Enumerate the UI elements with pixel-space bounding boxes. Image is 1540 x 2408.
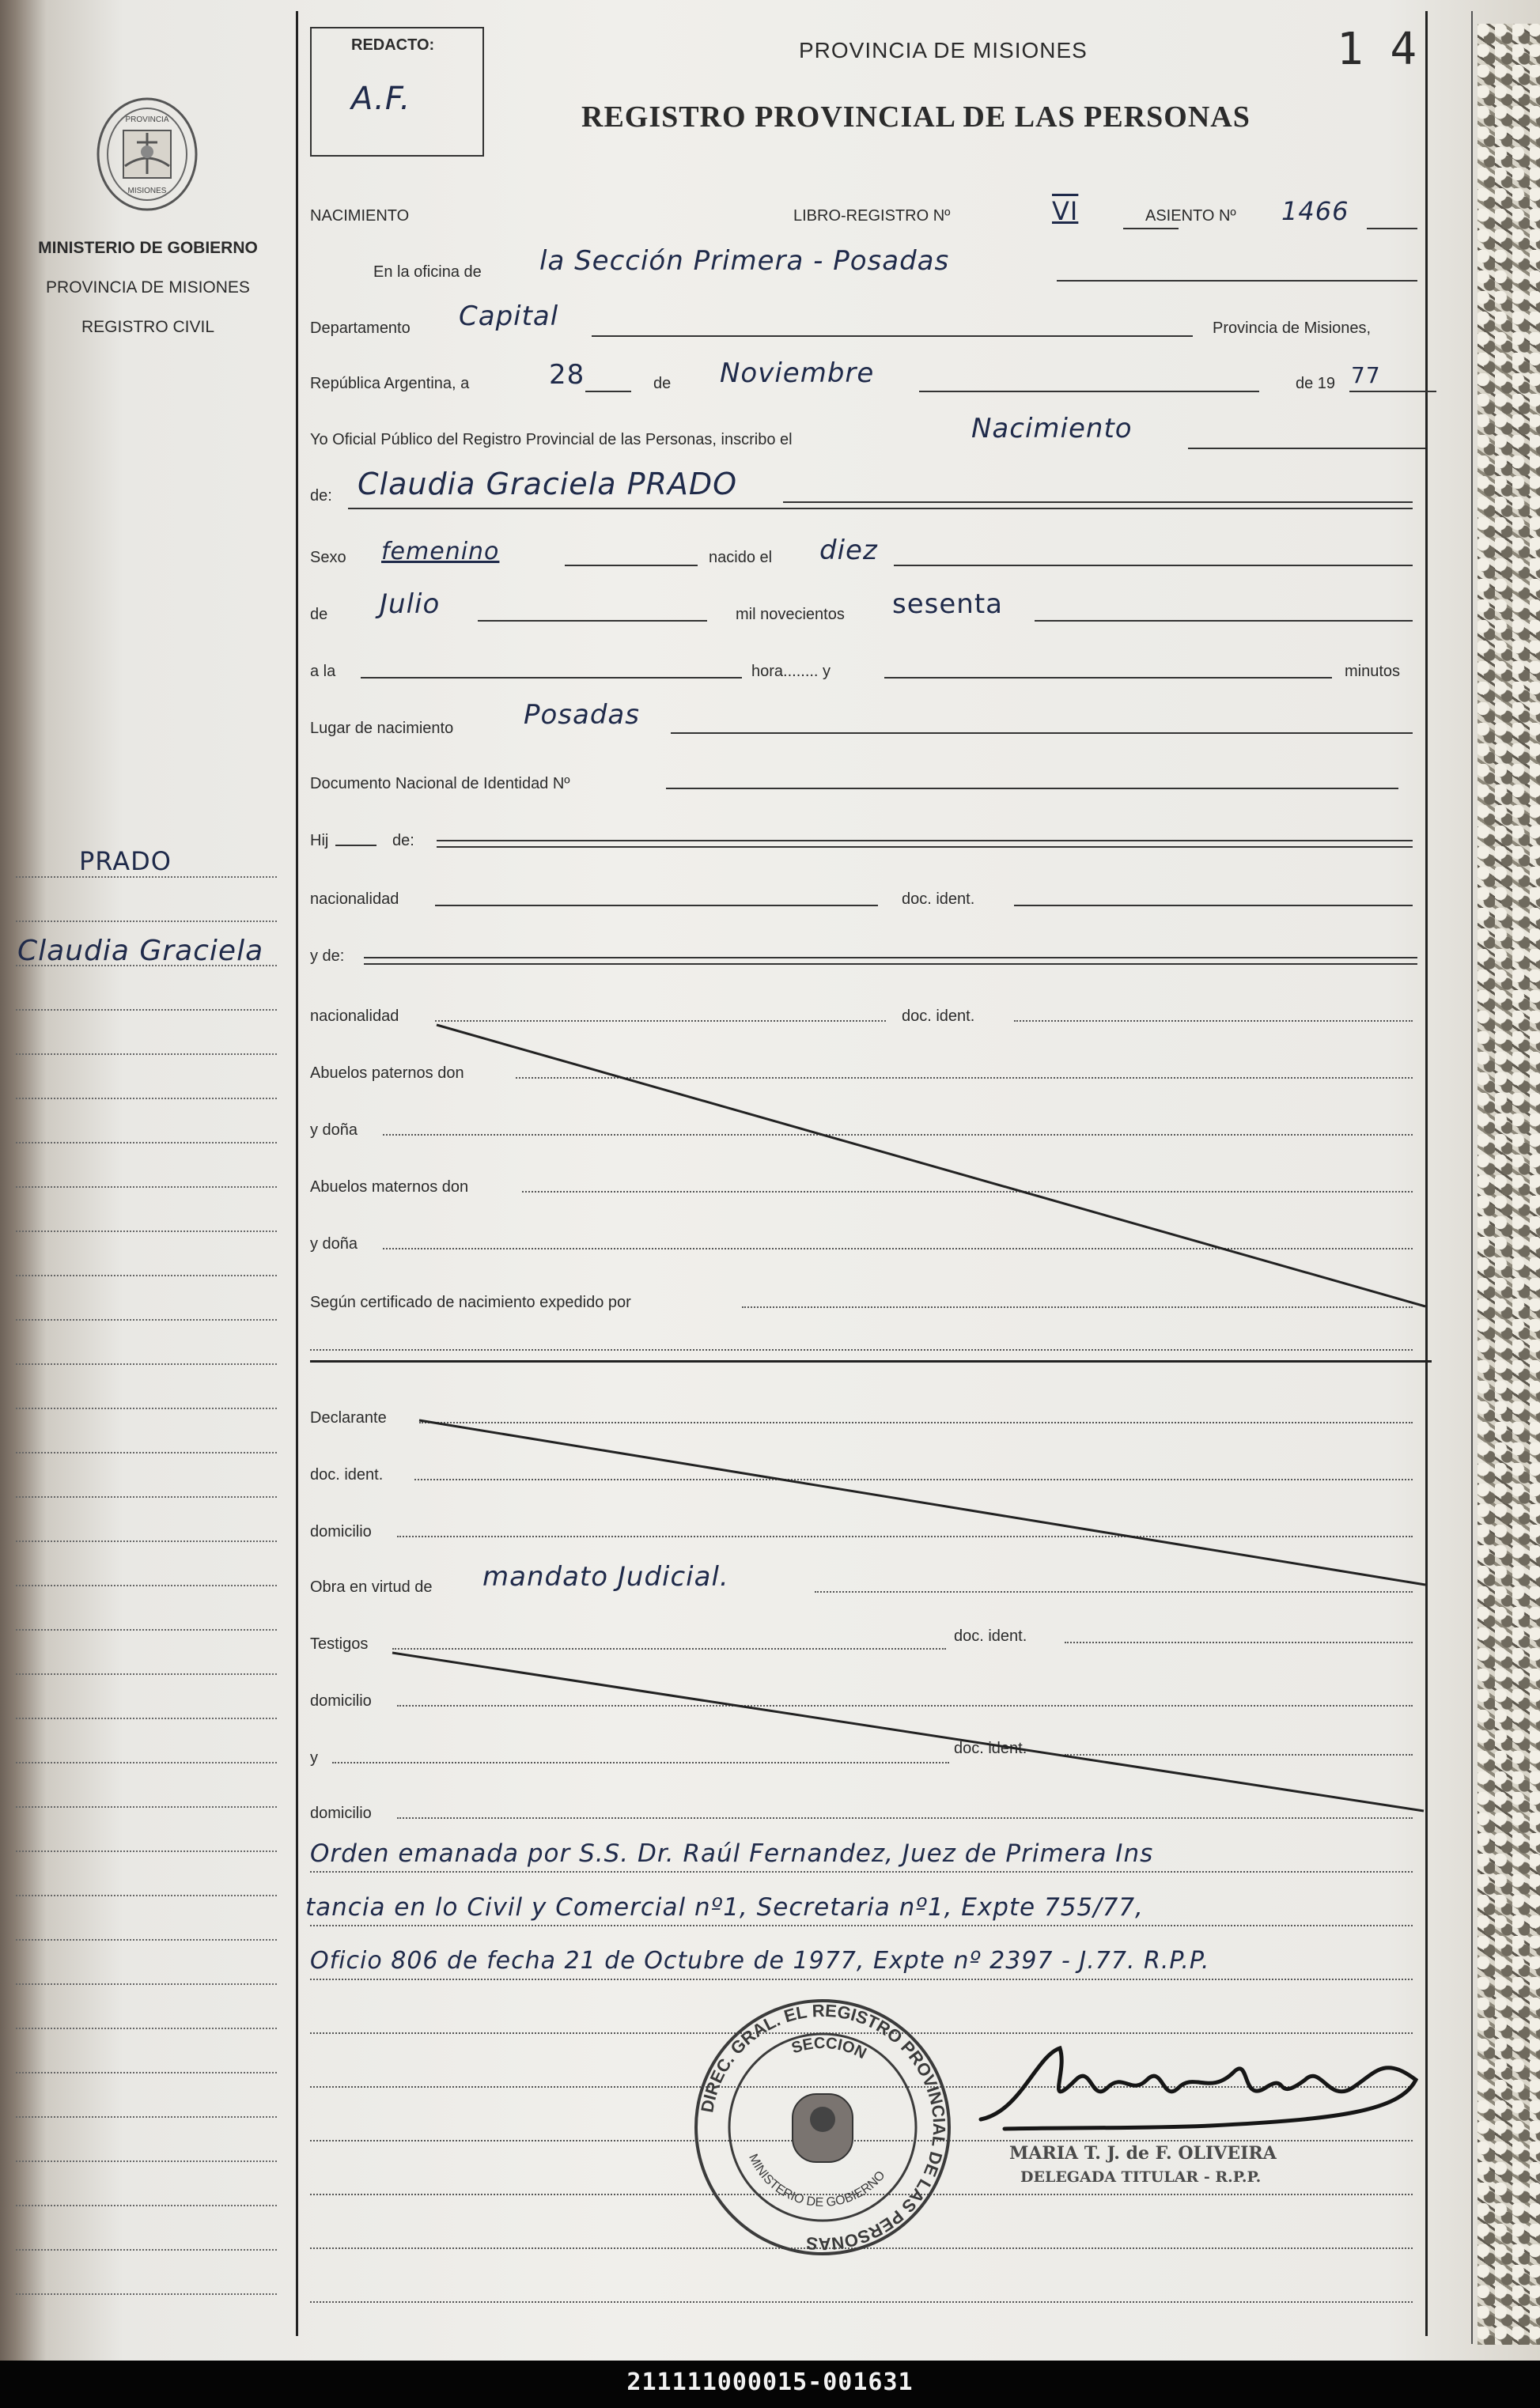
y-de-label: y de: (310, 947, 345, 965)
note-line-2: tancia en lo Civil y Comercial nº1, Secretaria nº1, Expte 755/77, (305, 1893, 1144, 1922)
nacido-label: nacido el (709, 549, 773, 566)
de-mes-label: de (310, 606, 328, 623)
mes-nac-value: Julio (380, 588, 441, 620)
page-number: 1 4 (1337, 24, 1417, 75)
footer-code: 211111000015-001631 (626, 2368, 914, 2396)
republica-label: República Argentina, a (310, 375, 470, 392)
testigos-label: Testigos (310, 1635, 369, 1653)
dia-value: 28 (549, 359, 585, 391)
nacionalidad1-label: nacionalidad (310, 890, 399, 908)
nacionalidad2-label: nacionalidad (310, 1007, 399, 1025)
mil-label: mil novecientos (736, 606, 845, 623)
declarante-label: Declarante (310, 1409, 387, 1427)
lugar-label: Lugar de nacimiento (310, 720, 454, 737)
provincia-label: Provincia de Misiones, (1213, 319, 1372, 337)
libro-label: LIBRO-REGISTRO Nº (793, 207, 951, 225)
oficina-value: la Sección Primera - Posadas (539, 245, 950, 277)
mil-value: sesenta (892, 588, 1003, 620)
de-nombre-label: de: (310, 487, 332, 505)
domicilio2-label: domicilio (310, 1692, 372, 1710)
libro-value: VI (1052, 196, 1079, 226)
seal-inner-text: SECCION (789, 2034, 869, 2063)
obra-value: mandato Judicial. (482, 1561, 729, 1593)
sidebar-ministerio: MINISTERIO DE GOBIERNO (38, 239, 258, 257)
domicilio3-label: domicilio (310, 1805, 372, 1822)
redacto-label: REDACTO: (351, 36, 435, 54)
y-dona2-label: y doña (310, 1235, 358, 1253)
lugar-value: Posadas (524, 699, 640, 731)
redacto-value: A.F. (351, 81, 411, 117)
abuelos-maternos-label: Abuelos maternos don (310, 1178, 469, 1196)
signer-title: DELEGADA TITULAR - R.P.P. (1020, 2168, 1262, 2186)
departamento-value: Capital (459, 301, 559, 332)
doc-ident2-label: doc. ident. (902, 1007, 975, 1025)
departamento-label: Departamento (310, 319, 411, 337)
nombre-value: Claudia Graciela PRADO (358, 467, 738, 501)
doc-ident4-label: doc. ident. (954, 1627, 1027, 1645)
sexo-value: femenino (381, 538, 500, 565)
nacimiento-label: NACIMIENTO (310, 207, 410, 225)
segun-label: Según certificado de nacimiento expedido por (310, 1294, 631, 1311)
doc-ident3-label: doc. ident. (310, 1466, 384, 1484)
de-label: de (653, 375, 672, 392)
hij-de-label: de: (392, 832, 414, 849)
doc-ident1-label: doc. ident. (902, 890, 975, 908)
seal-outer-text: DIREC. GRAL. EL REGISTRO PROVINCIAL DE LAS PERSONAS (697, 2000, 950, 2255)
emblem-bottom-text: MISIONES (127, 187, 167, 195)
nacido-value: diez (819, 535, 878, 566)
hij-label: Hij (310, 832, 329, 849)
oficial-value: Nacimiento (971, 413, 1133, 444)
oficina-label: En la oficina de (373, 263, 482, 281)
svg-text:SECCION (789, 2035, 869, 2062)
y-label: y (310, 1749, 318, 1767)
provincia-heading: PROVINCIA DE MISIONES (799, 38, 1088, 62)
y-dona1-label: y doña (310, 1121, 358, 1139)
note-line-1: Orden emanada por S.S. Dr. Raúl Fernandez, Juez de Primera Ins (310, 1839, 1154, 1868)
oficial-label: Yo Oficial Público del Registro Provincial de las Personas, inscribo el (310, 431, 793, 448)
sidebar-provincia: PROVINCIA DE MISIONES (46, 278, 250, 297)
official-seal-icon (688, 1993, 957, 2262)
a-la-label: a la (310, 663, 336, 680)
emblem-top-text: PROVINCIA (125, 115, 169, 124)
sidebar-surname: PRADO (79, 846, 172, 876)
de-anio-label: de 19 (1296, 375, 1336, 392)
minutos-label: minutos (1345, 663, 1401, 680)
documento-label: Documento Nacional de Identidad Nº (310, 775, 570, 792)
mes-value: Noviembre (720, 357, 875, 389)
signer-name: MARIA T. J. de F. OLIVEIRA (1009, 2143, 1277, 2164)
sidebar-given-names: Claudia Graciela (17, 935, 264, 967)
sexo-label: Sexo (310, 549, 346, 566)
obra-label: Obra en virtud de (310, 1578, 433, 1596)
sidebar-registro: REGISTRO CIVIL (81, 318, 215, 336)
note-line-3: Oficio 806 de fecha 21 de Octubre de 1977, Expte nº 2397 - J.77. R.P.P. (310, 1947, 1210, 1975)
seal-bottom-text: MINISTERIO DE GOBIERNO (746, 2152, 888, 2210)
doc-ident5-label: doc. ident. (954, 1740, 1027, 1757)
asiento-value: 1466 (1281, 196, 1349, 226)
abuelos-paternos-label: Abuelos paternos don (310, 1064, 464, 1082)
asiento-label: ASIENTO Nº (1145, 207, 1236, 225)
domicilio1-label: domicilio (310, 1523, 372, 1540)
registro-title: REGISTRO PROVINCIAL DE LAS PERSONAS (581, 100, 1251, 134)
anio-value: 77 (1351, 362, 1381, 388)
hora-label: hora........ y (751, 663, 831, 680)
handwritten-signature (973, 2024, 1447, 2143)
